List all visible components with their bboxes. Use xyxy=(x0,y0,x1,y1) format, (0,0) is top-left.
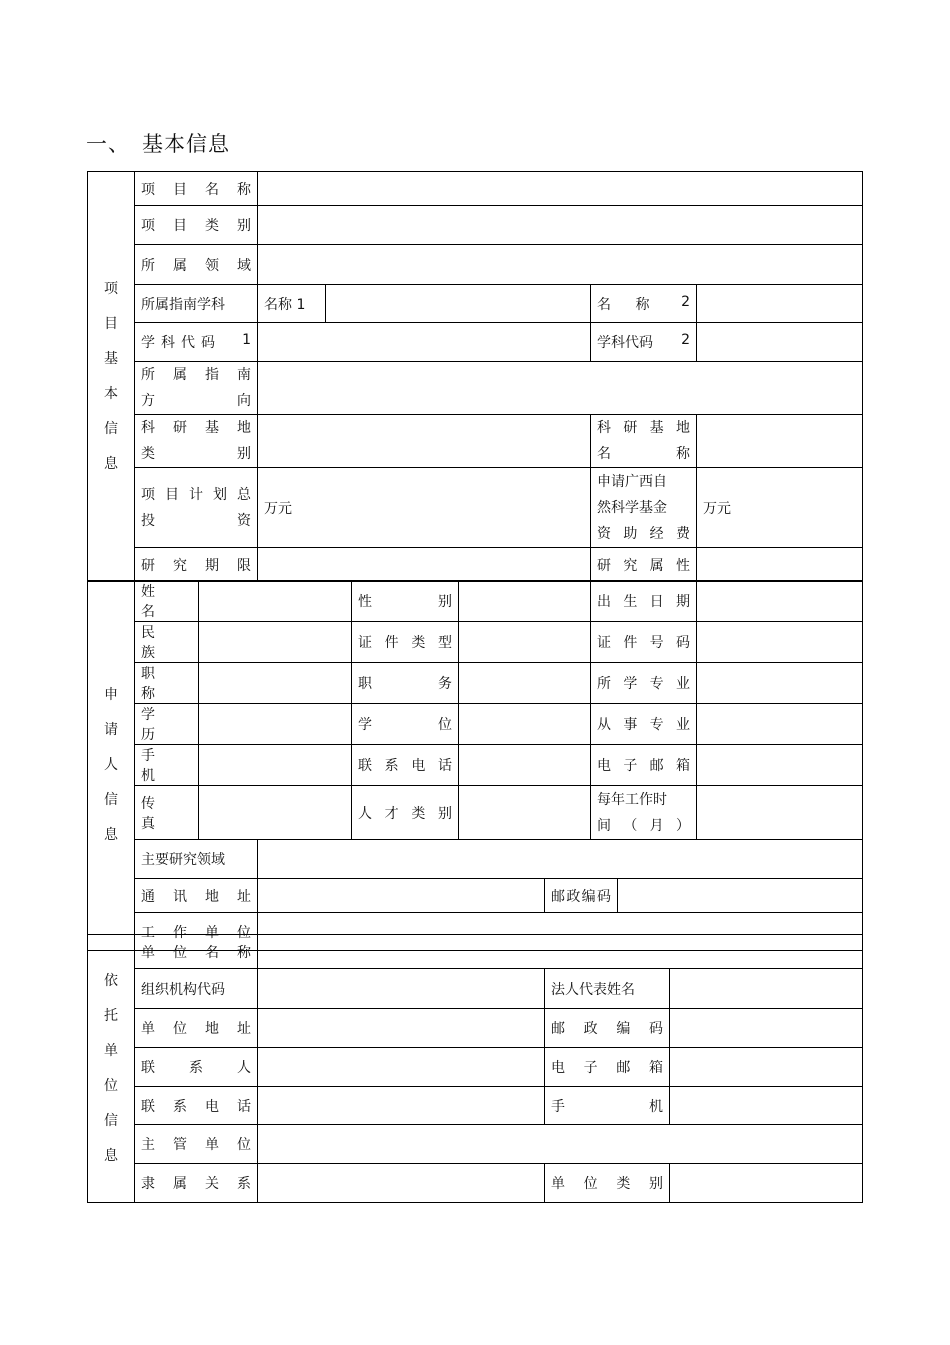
inst-phone-field[interactable] xyxy=(258,1087,545,1125)
ethnicity-label: 民族 xyxy=(135,622,199,663)
institution-info-table xyxy=(87,934,863,1203)
section-heading xyxy=(86,128,230,158)
email-label: 电子邮箱 xyxy=(591,745,697,786)
major-studied-field[interactable] xyxy=(697,663,863,704)
code1-label: 学科代码 1 xyxy=(135,323,258,362)
inst-mobile-label: 手机 xyxy=(545,1087,670,1125)
name2-label: 名 称 2 xyxy=(591,285,697,323)
postcode-field[interactable] xyxy=(618,879,863,913)
employer-label: 工作单位 xyxy=(135,913,258,951)
unit-type-label: 单位类别 xyxy=(545,1164,670,1203)
applicant-info-table xyxy=(87,580,863,951)
talent-type-field[interactable] xyxy=(459,786,591,840)
heading-title: 基本信息 xyxy=(142,132,230,156)
research-attr-field[interactable] xyxy=(697,548,863,582)
guide-direction-field[interactable] xyxy=(258,362,863,415)
major-engaged-label: 从事专业 xyxy=(591,704,697,745)
guide-subject-label: 所属指南学科 xyxy=(135,285,258,323)
code1-field[interactable] xyxy=(258,323,591,362)
contact-field[interactable] xyxy=(258,1048,545,1087)
name-label: 姓名 xyxy=(135,581,199,622)
project-name-label: 项目名称 xyxy=(135,172,258,206)
address-field[interactable] xyxy=(258,879,545,913)
title-field[interactable] xyxy=(199,663,352,704)
institution-section-title: 依托单位信息 xyxy=(88,935,135,1203)
supervisor-field[interactable] xyxy=(258,1125,863,1164)
project-category-label: 项目类别 xyxy=(135,206,258,245)
id-type-label: 证件类型 xyxy=(352,622,459,663)
fax-field[interactable] xyxy=(199,786,352,840)
unit-name-label: 单位名称 xyxy=(135,935,258,969)
title-label: 职称 xyxy=(135,663,199,704)
research-area-field[interactable] xyxy=(258,840,863,879)
position-label: 职务 xyxy=(352,663,459,704)
supervisor-label: 主管单位 xyxy=(135,1125,258,1164)
code2-label: 学科代码 2 xyxy=(591,323,697,362)
work-time-field[interactable] xyxy=(697,786,863,840)
unit-address-field[interactable] xyxy=(258,1009,545,1048)
mobile-label: 手机 xyxy=(135,745,199,786)
gender-label: 性别 xyxy=(352,581,459,622)
inst-mobile-field[interactable] xyxy=(670,1087,863,1125)
degree-label: 学位 xyxy=(352,704,459,745)
name1-field[interactable] xyxy=(326,285,591,323)
education-field[interactable] xyxy=(199,704,352,745)
project-section-title: 项目基本信息 xyxy=(88,172,135,582)
project-name-field[interactable] xyxy=(258,172,863,206)
affiliation-field[interactable] xyxy=(258,1164,545,1203)
degree-field[interactable] xyxy=(459,704,591,745)
research-attr-label: 研究属性 xyxy=(591,548,697,582)
id-type-field[interactable] xyxy=(459,622,591,663)
project-field-label: 所属领域 xyxy=(135,245,258,285)
inst-email-field[interactable] xyxy=(670,1048,863,1087)
contact-label: 联系人 xyxy=(135,1048,258,1087)
total-investment-field[interactable]: 万元 xyxy=(258,468,591,548)
name1-label: 名称 1 xyxy=(258,285,326,323)
applicant-section-title: 申请人信息 xyxy=(88,581,135,951)
major-studied-label: 所学专业 xyxy=(591,663,697,704)
fax-label: 传真 xyxy=(135,786,199,840)
base-type-field[interactable] xyxy=(258,415,591,468)
base-type-label: 科研基地 类别 xyxy=(135,415,258,468)
phone-label: 联系电话 xyxy=(352,745,459,786)
legal-rep-label: 法人代表姓名 xyxy=(545,969,670,1009)
unit-name-field[interactable] xyxy=(258,935,863,969)
project-category-field[interactable] xyxy=(258,206,863,245)
id-number-field[interactable] xyxy=(697,622,863,663)
mobile-field[interactable] xyxy=(199,745,352,786)
research-area-label: 主要研究领域 xyxy=(135,840,258,879)
research-period-label: 研究期限 xyxy=(135,548,258,582)
total-investment-label: 项目计划总 投资 xyxy=(135,468,258,548)
email-field[interactable] xyxy=(697,745,863,786)
unit-address-label: 单位地址 xyxy=(135,1009,258,1048)
project-info-table xyxy=(87,171,863,582)
position-field[interactable] xyxy=(459,663,591,704)
phone-field[interactable] xyxy=(459,745,591,786)
unit-type-field[interactable] xyxy=(670,1164,863,1203)
code2-field[interactable] xyxy=(697,323,863,362)
inst-phone-label: 联系电话 xyxy=(135,1087,258,1125)
education-label: 学历 xyxy=(135,704,199,745)
inst-email-label: 电子邮箱 xyxy=(545,1048,670,1087)
base-name-field[interactable] xyxy=(697,415,863,468)
base-name-label: 科研基地 名称 xyxy=(591,415,697,468)
ethnicity-field[interactable] xyxy=(199,622,352,663)
birth-field[interactable] xyxy=(697,581,863,622)
talent-type-label: 人才类别 xyxy=(352,786,459,840)
name2-field[interactable] xyxy=(697,285,863,323)
research-period-field[interactable] xyxy=(258,548,591,582)
heading-number: 一、 xyxy=(86,132,130,156)
guide-direction-label: 所属指南 方向 xyxy=(135,362,258,415)
id-number-label: 证件号码 xyxy=(591,622,697,663)
inst-postcode-label: 邮政编码 xyxy=(545,1009,670,1048)
inst-postcode-field[interactable] xyxy=(670,1009,863,1048)
postcode-label: 邮政编码 xyxy=(545,879,618,913)
org-code-field[interactable] xyxy=(258,969,545,1009)
name-field[interactable] xyxy=(199,581,352,622)
address-label: 通讯地址 xyxy=(135,879,258,913)
work-time-label: 每年工作时 间（月） xyxy=(591,786,697,840)
org-code-label: 组织机构代码 xyxy=(135,969,258,1009)
fund-request-field[interactable]: 万元 xyxy=(697,468,863,548)
major-engaged-field[interactable] xyxy=(697,704,863,745)
legal-rep-field[interactable] xyxy=(670,969,863,1009)
affiliation-label: 隶属关系 xyxy=(135,1164,258,1203)
project-field-field[interactable] xyxy=(258,245,863,285)
fund-request-label: 申请广西自 然科学基金 资助经费 xyxy=(591,468,697,548)
gender-field[interactable] xyxy=(459,581,591,622)
birth-label: 出生日期 xyxy=(591,581,697,622)
